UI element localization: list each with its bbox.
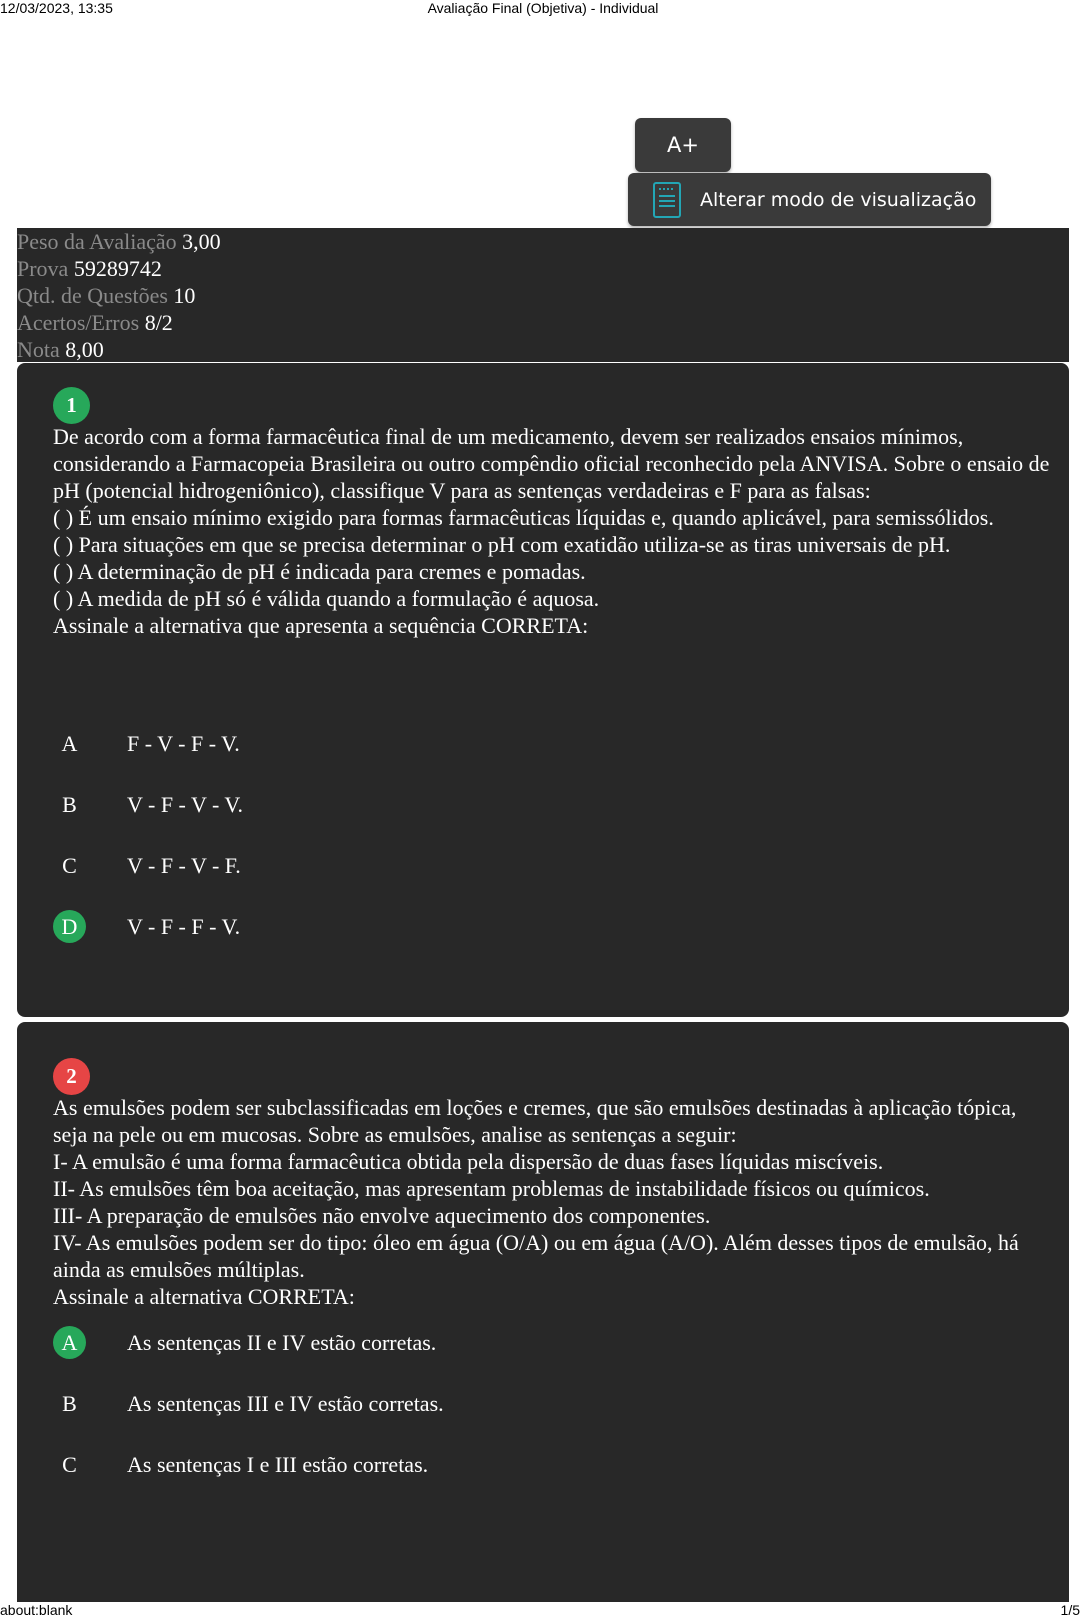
option-letter-selected: A bbox=[53, 1326, 86, 1359]
option-letter: A bbox=[61, 730, 78, 756]
summary-value: 8,00 bbox=[65, 337, 104, 362]
summary-value: 3,00 bbox=[182, 229, 221, 254]
option-text: V - F - F - V. bbox=[127, 914, 241, 939]
option-text: As sentenças I e III estão corretas. bbox=[127, 1452, 429, 1477]
question-item: ( ) É um ensaio mínimo exigido para formas farmacêuticas líquidas e, quando aplicável, para semissólidos. bbox=[53, 505, 994, 530]
summary-value: 8/2 bbox=[144, 310, 173, 335]
option-text: V - F - V - F. bbox=[127, 853, 241, 878]
answer-option-a[interactable] bbox=[53, 727, 1033, 767]
document-icon bbox=[652, 181, 682, 219]
option-text: V - F - V - V. bbox=[127, 792, 243, 817]
print-title: Avaliação Final (Objetiva) - Individual bbox=[427, 0, 659, 16]
summary-label: Acertos/Erros bbox=[17, 310, 140, 335]
question-item: ( ) A medida de pH só é válida quando a formulação é aquosa. bbox=[53, 586, 600, 611]
option-text: As sentenças III e IV estão corretas. bbox=[127, 1391, 444, 1416]
answer-option-a[interactable] bbox=[53, 1326, 1033, 1366]
font-increase-label: A+ bbox=[667, 133, 699, 157]
summary-row bbox=[17, 336, 1069, 363]
summary-row bbox=[17, 282, 1069, 309]
question-item: I- A emulsão é uma forma farmacêutica obtida pela dispersão de duas fases líquidas miscíveis. bbox=[53, 1149, 884, 1174]
summary-value: 10 bbox=[173, 283, 196, 308]
question-statement: As emulsões podem ser subclassificadas em loções e cremes, que são emulsões destinadas à aplicação tópica, seja na pele ou em mucosas. Sobre as emulsões, analise as sentenças a seguir: bbox=[53, 1095, 1017, 1147]
answer-option-b[interactable] bbox=[53, 788, 1033, 828]
summary-label: Qtd. de Questões bbox=[17, 283, 168, 308]
answer-option-b[interactable] bbox=[53, 1387, 1033, 1427]
option-letter: C bbox=[62, 1451, 77, 1477]
option-text: As sentenças II e IV estão corretas. bbox=[127, 1330, 437, 1355]
option-text: F - V - F - V. bbox=[127, 731, 240, 756]
question-item: IV- As emulsões podem ser do tipo: óleo em água (O/A) ou em água (A/O). Além desses tipos de emulsão, há ainda as emulsões múltiplas. bbox=[53, 1230, 1019, 1282]
font-increase-button[interactable] bbox=[635, 118, 731, 172]
option-letter: C bbox=[62, 852, 77, 878]
summary-row bbox=[17, 309, 1069, 336]
assessment-summary bbox=[17, 228, 1069, 362]
view-mode-button[interactable] bbox=[628, 173, 991, 226]
summary-label: Nota bbox=[17, 337, 60, 362]
answer-option-c[interactable] bbox=[53, 849, 1033, 889]
question-item: III- A preparação de emulsões não envolve aquecimento dos componentes. bbox=[53, 1203, 711, 1228]
question-text bbox=[53, 1094, 1053, 1310]
option-letter: B bbox=[62, 791, 77, 817]
answer-option-c[interactable] bbox=[53, 1448, 1033, 1488]
print-datetime: 12/03/2023, 13:35 bbox=[0, 0, 113, 16]
print-header bbox=[0, 0, 1086, 16]
question-card-1 bbox=[17, 363, 1069, 1017]
question-number-badge: 2 bbox=[53, 1058, 90, 1095]
summary-value: 59289742 bbox=[73, 256, 162, 281]
option-letter: B bbox=[62, 1390, 77, 1416]
option-letter-selected: D bbox=[53, 910, 86, 943]
question-item: II- As emulsões têm boa aceitação, mas apresentam problemas de instabilidade físicos ou químicos. bbox=[53, 1176, 930, 1201]
question-number-badge: 1 bbox=[53, 387, 90, 424]
question-item: ( ) Para situações em que se precisa determinar o pH com exatidão utiliza-se as tiras universais de pH. bbox=[53, 532, 951, 557]
answer-option-d[interactable] bbox=[53, 910, 1033, 950]
question-card-2 bbox=[17, 1022, 1069, 1602]
page-number: 1/5 bbox=[1060, 1602, 1080, 1618]
print-url: about:blank bbox=[0, 1602, 73, 1618]
summary-label: Prova bbox=[17, 256, 69, 281]
question-statement: De acordo com a forma farmacêutica final de um medicamento, devem ser realizados ensaios mínimos, considerando a Farmacopeia Brasileira ou outro compêndio oficial reconhecido pela ANVISA. Sobre o ensaio de pH (potencial hidrogeniônico), classifique V para as sentenças verdadeiras e F para as falsas: bbox=[53, 424, 1050, 503]
view-mode-label: Alterar modo de visualização bbox=[700, 188, 977, 211]
question-text bbox=[53, 423, 1053, 639]
question-item: ( ) A determinação de pH é indicada para cremes e pomadas. bbox=[53, 559, 586, 584]
summary-label: Peso da Avaliação bbox=[17, 229, 177, 254]
summary-row bbox=[17, 255, 1069, 282]
summary-row bbox=[17, 228, 1069, 255]
question-instruction: Assinale a alternativa CORRETA: bbox=[53, 1284, 355, 1309]
question-instruction: Assinale a alternativa que apresenta a sequência CORRETA: bbox=[53, 613, 589, 638]
